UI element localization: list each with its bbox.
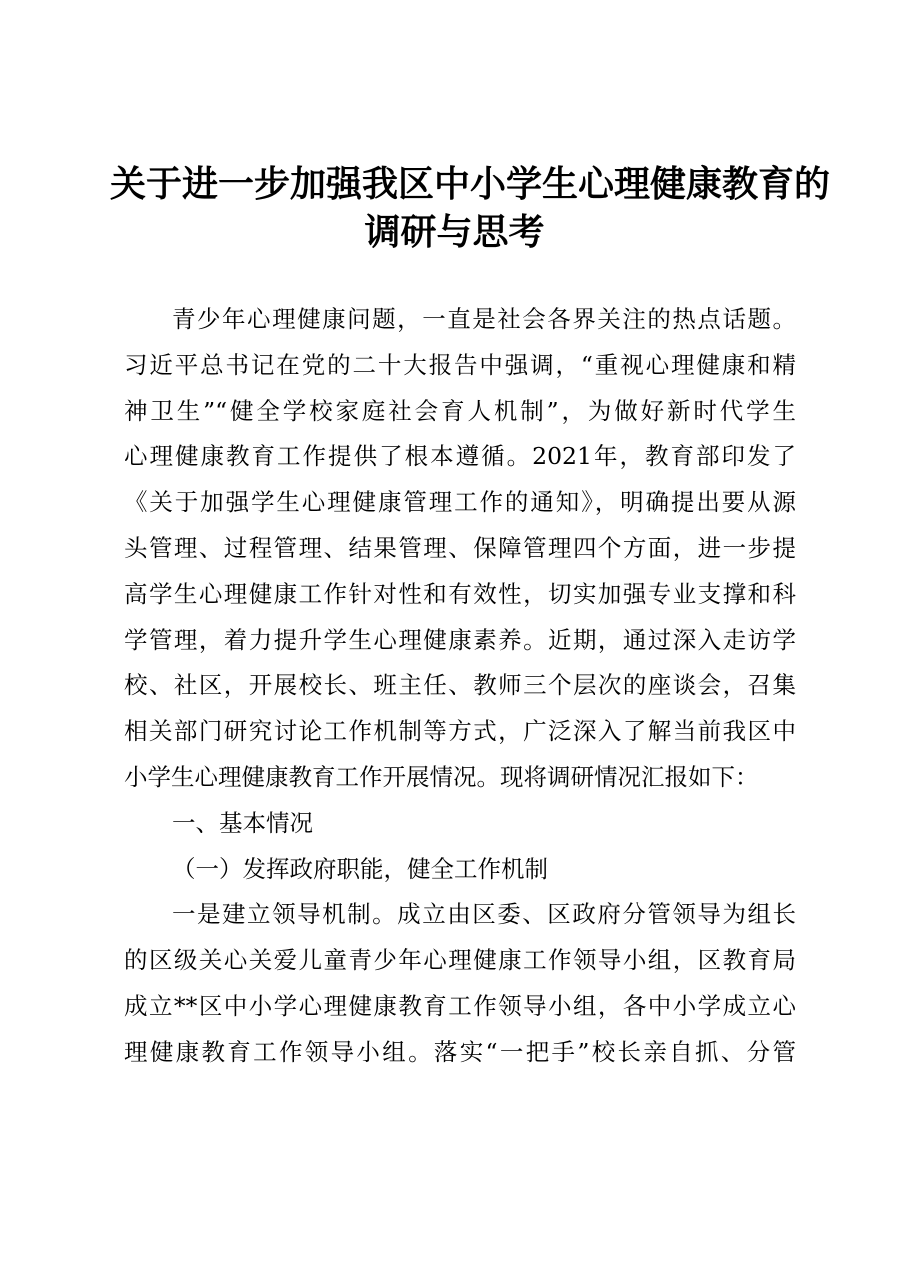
- title-line-2: 调研与思考: [364, 212, 545, 253]
- title-line-1: 关于进一步加强我区中小学生心理健康教育的: [110, 164, 831, 205]
- text-line: 头管理、过程管理、结果管理、保障管理四个方面，进一步提: [124, 533, 796, 562]
- body-paragraph: [124, 892, 796, 1075]
- text-line: 学管理，着力提升学生心理健康素养。近期，通过深入走访学: [124, 625, 796, 654]
- text-line: 的区级关心关爱儿童青少年心理健康工作领导小组，区教育局: [124, 946, 796, 975]
- text-line: 习近平总书记在党的二十大报告中强调，“重视心理健康和精: [124, 350, 796, 379]
- text-line: 小学生心理健康教育工作开展情况。现将调研情况汇报如下：: [124, 762, 759, 791]
- text-line: 成立**区中小学心理健康教育工作领导小组，各中小学成立心: [124, 991, 796, 1020]
- heading-text: （一）发挥政府职能，健全工作机制: [172, 854, 548, 883]
- document-title: [110, 161, 831, 257]
- text-line: 一是建立领导机制。成立由区委、区政府分管领导为组长: [172, 900, 796, 929]
- text-line: 相关部门研究讨论工作机制等方式，广泛深入了解当前我区中: [124, 717, 796, 746]
- text-line: 青少年心理健康问题，一直是社会各界关注的热点话题。: [172, 305, 796, 333]
- document-body: [124, 297, 796, 1076]
- text-line: 《关于加强学生心理健康管理工作的通知》，明确提出要从源: [124, 488, 796, 517]
- text-line: 校、社区，开展校长、班主任、教师三个层次的座谈会，召集: [124, 671, 796, 700]
- text-line: 心理健康教育工作提供了根本遵循。2021年，教育部印发了: [124, 442, 796, 471]
- section-heading-1: [124, 801, 796, 847]
- subsection-heading-1: [124, 847, 796, 893]
- text-line: 高学生心理健康工作针对性和有效性，切实加强专业支撑和科: [124, 579, 796, 608]
- heading-text: 一、基本情况: [172, 808, 313, 837]
- text-line: 理健康教育工作领导小组。落实“一把手”校长亲自抓、分管: [124, 1037, 796, 1066]
- text-line: 神卫生”“健全学校家庭社会育人机制”，为做好新时代学生: [124, 396, 796, 425]
- intro-paragraph: [124, 297, 796, 801]
